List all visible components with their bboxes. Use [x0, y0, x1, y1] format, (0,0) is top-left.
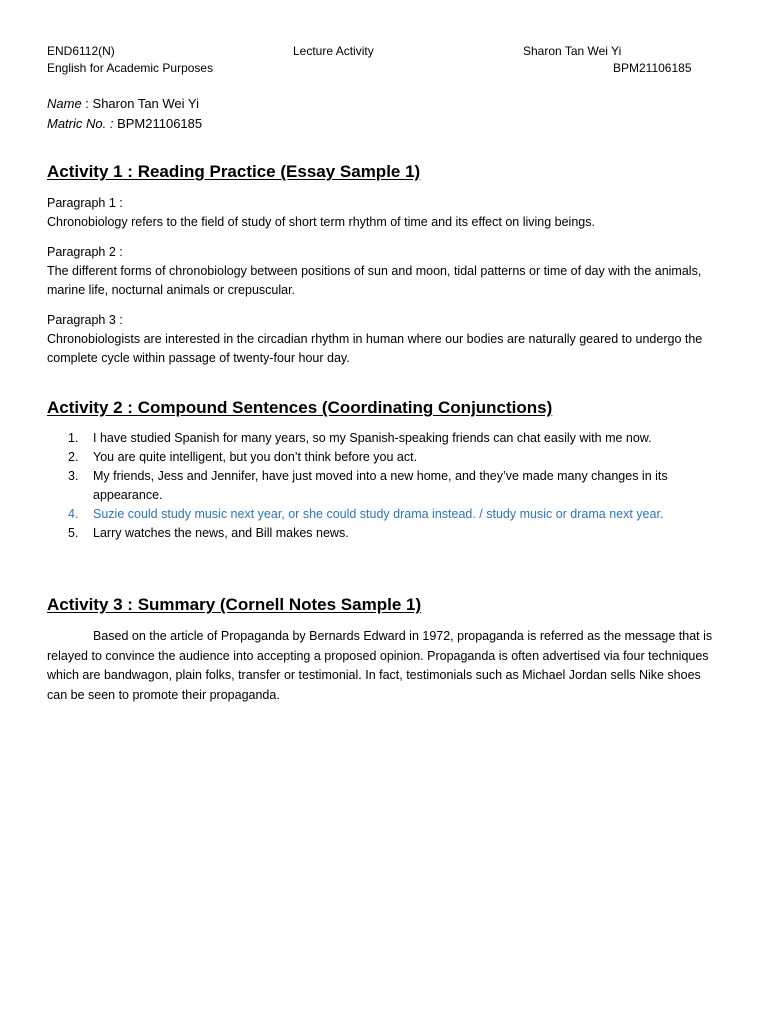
- paragraph-label: Paragraph 3 :: [47, 313, 123, 327]
- list-number: 4.: [68, 507, 79, 521]
- course-name: English for Academic Purposes: [47, 61, 214, 75]
- list-text: My friends, Jess and Jennifer, have just moved into a new home, and they’ve made many changes in its appearance.: [93, 469, 668, 502]
- list-text: Suzie could study music next year, or she could study drama instead. / study music or drama next year.: [93, 507, 664, 521]
- paragraph-3: [47, 311, 727, 368]
- matric-line: [47, 114, 202, 134]
- paragraph-text: Chronobiologists are interested in the circadian rhythm in human where our bodies are naturally geared to undergo the complete cycle within passage of twenty-four hour day.: [47, 332, 703, 365]
- list-text: I have studied Spanish for many years, so my Spanish-speaking friends can chat easily with me now.: [93, 431, 652, 445]
- list-text: You are quite intelligent, but you don’t think before you act.: [93, 450, 418, 464]
- paragraph-label: Paragraph 1 :: [47, 196, 123, 210]
- list-text: Larry watches the news, and Bill makes news.: [93, 526, 349, 540]
- list-item-highlighted: [47, 505, 727, 524]
- list-item: [47, 429, 727, 448]
- name-label: Name: [47, 96, 82, 111]
- paragraph-text: Chronobiology refers to the field of study of short term rhythm of time and its effect on living beings.: [47, 215, 595, 229]
- list-item: [47, 467, 727, 505]
- activity-1-title: Activity 1 : Reading Practice (Essay Sample 1): [47, 162, 421, 181]
- matric-value: BPM21106185: [113, 116, 203, 131]
- paragraph-label: Paragraph 2 :: [47, 245, 123, 259]
- header-matric-number: BPM21106185: [613, 61, 692, 75]
- header-student-name: Sharon Tan Wei Yi: [523, 44, 622, 58]
- name-separator: :: [81, 96, 93, 111]
- list-item: [47, 448, 727, 467]
- list-number: 5.: [68, 526, 79, 540]
- matric-label: Matric No. :: [47, 116, 114, 131]
- list-number: 3.: [68, 469, 79, 483]
- list-number: 2.: [68, 450, 79, 464]
- name-line: [47, 94, 202, 114]
- name-value: Sharon Tan Wei Yi: [92, 96, 200, 111]
- list-item: [47, 524, 727, 543]
- summary-paragraph: Based on the article of Propaganda by Bernards Edward in 1972, propaganda is referred as the message that is relayed to convince the audience into accepting a proposed opinion. Propaganda is often advertised via four techniques which are bandwagon, plain folks, transfer or testimonial. In fact, testimonials such as Michael Jordan sells Nike shoes can be seen to promote their propaganda.: [47, 629, 713, 702]
- activity-3-title: Activity 3 : Summary (Cornell Notes Sample 1): [47, 595, 422, 614]
- activity-2-title: Activity 2 : Compound Sentences (Coordinating Conjunctions): [47, 398, 553, 417]
- course-code: END6112(N): [47, 44, 115, 58]
- list-number: 1.: [68, 431, 79, 445]
- compound-sentence-list: [47, 429, 727, 543]
- paragraph-1: [47, 194, 727, 232]
- identity-block: [47, 94, 202, 134]
- document-type: Lecture Activity: [293, 44, 374, 58]
- paragraph-2: [47, 243, 727, 300]
- paragraph-text: The different forms of chronobiology between positions of sun and moon, tidal patterns or time of day with the animals, marine life, nocturnal animals or crepuscular.: [47, 264, 702, 297]
